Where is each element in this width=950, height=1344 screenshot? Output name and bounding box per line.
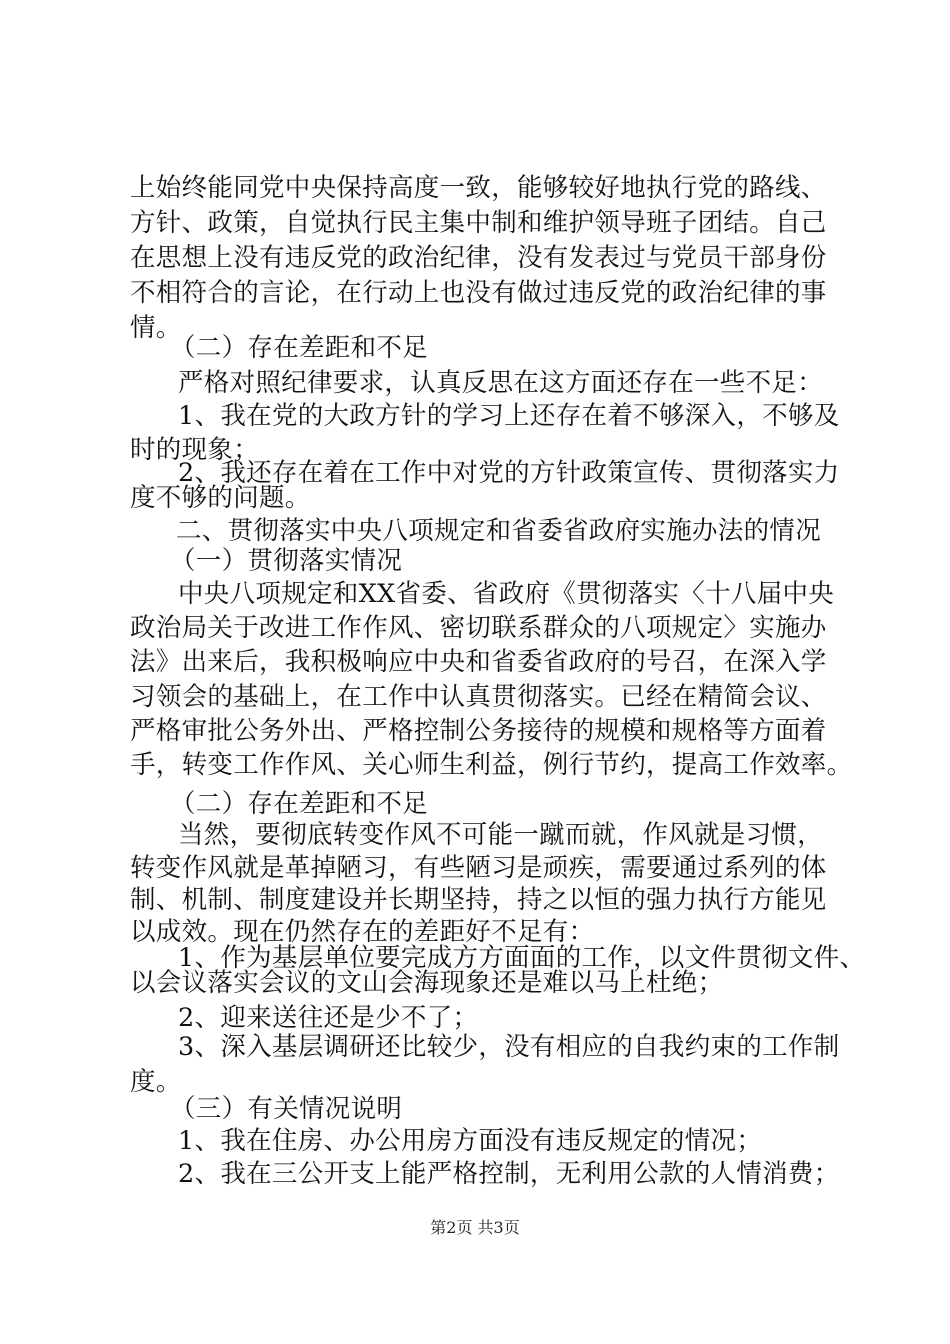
- text-line: 时的现象；: [130, 435, 260, 465]
- text-line: 严格对照纪律要求，认真反思在这方面还存在一些不足：: [178, 368, 824, 398]
- text-line: 方针、政策，自觉执行民主集中制和维护领导班子团结。自己: [130, 208, 827, 238]
- text-line: 度不够的问题。: [130, 483, 311, 513]
- text-line: 1、作为基层单位要完成方方面面的工作，以文件贯彻文件、: [178, 943, 866, 973]
- text-line: 中央八项规定和XX省委、省政府《贯彻落实〈十八届中央: [178, 579, 835, 609]
- text-line: 上始终能同党中央保持高度一致，能够较好地执行党的路线、: [130, 173, 827, 203]
- section-heading: （三）有关情况说明: [170, 1094, 403, 1124]
- text-line: 手，转变工作作风、关心师生利益，例行节约，提高工作效率。: [130, 750, 853, 780]
- text-line: 2、我在三公开支上能严格控制，无利用公款的人情消费；: [178, 1159, 840, 1189]
- text-line: 转变作风就是革掉陋习，有些陋习是顽疾，需要通过系列的体: [130, 853, 827, 883]
- text-line: 当然，要彻底转变作风不可能一蹴而就，作风就是习惯，: [178, 820, 824, 850]
- page-number-footer: 第2页 共3页: [430, 1218, 520, 1237]
- section-heading: （二）存在差距和不足: [170, 789, 429, 819]
- text-line: 情。: [130, 313, 182, 343]
- text-line: 以成效。现在仍然存在的差距好不足有：: [130, 917, 595, 947]
- text-line: 3、深入基层调研还比较少，没有相应的自我约束的工作制: [178, 1032, 840, 1062]
- text-line: 不相符合的言论，在行动上也没有做过违反党的政治纪律的事: [130, 278, 827, 308]
- text-line: 以会议落实会议的文山会海现象还是难以马上杜绝；: [130, 968, 724, 998]
- text-line: 制、机制、制度建设并长期坚持，持之以恒的强力执行方能见: [130, 885, 827, 915]
- text-line: 法》出来后，我积极响应中央和省委省政府的号召，在深入学: [130, 647, 827, 677]
- text-line: 在思想上没有违反党的政治纪律，没有发表过与党员干部身份: [130, 243, 827, 273]
- section-heading: （二）存在差距和不足: [170, 333, 429, 363]
- text-line: 2、迎来送往还是少不了；: [178, 1003, 479, 1033]
- section-heading: （一）贯彻落实情况: [170, 546, 403, 576]
- section-heading: 二、贯彻落实中央八项规定和省委省政府实施办法的情况: [176, 516, 822, 546]
- text-line: 2、我还存在着在工作中对党的方针政策宣传、贯彻落实力: [178, 458, 840, 488]
- text-line: 严格审批公务外出、严格控制公务接待的规模和规格等方面着: [130, 716, 827, 746]
- text-line: 1、我在党的大政方针的学习上还存在着不够深入，不够及: [178, 401, 840, 431]
- text-line: 度。: [130, 1067, 182, 1097]
- text-line: 习领会的基础上，在工作中认真贯彻落实。已经在精简会议、: [130, 682, 827, 712]
- text-line: 1、我在住房、办公用房方面没有违反规定的情况；: [178, 1126, 763, 1156]
- text-line: 政治局关于改进工作作风、密切联系群众的八项规定〉实施办: [130, 613, 827, 643]
